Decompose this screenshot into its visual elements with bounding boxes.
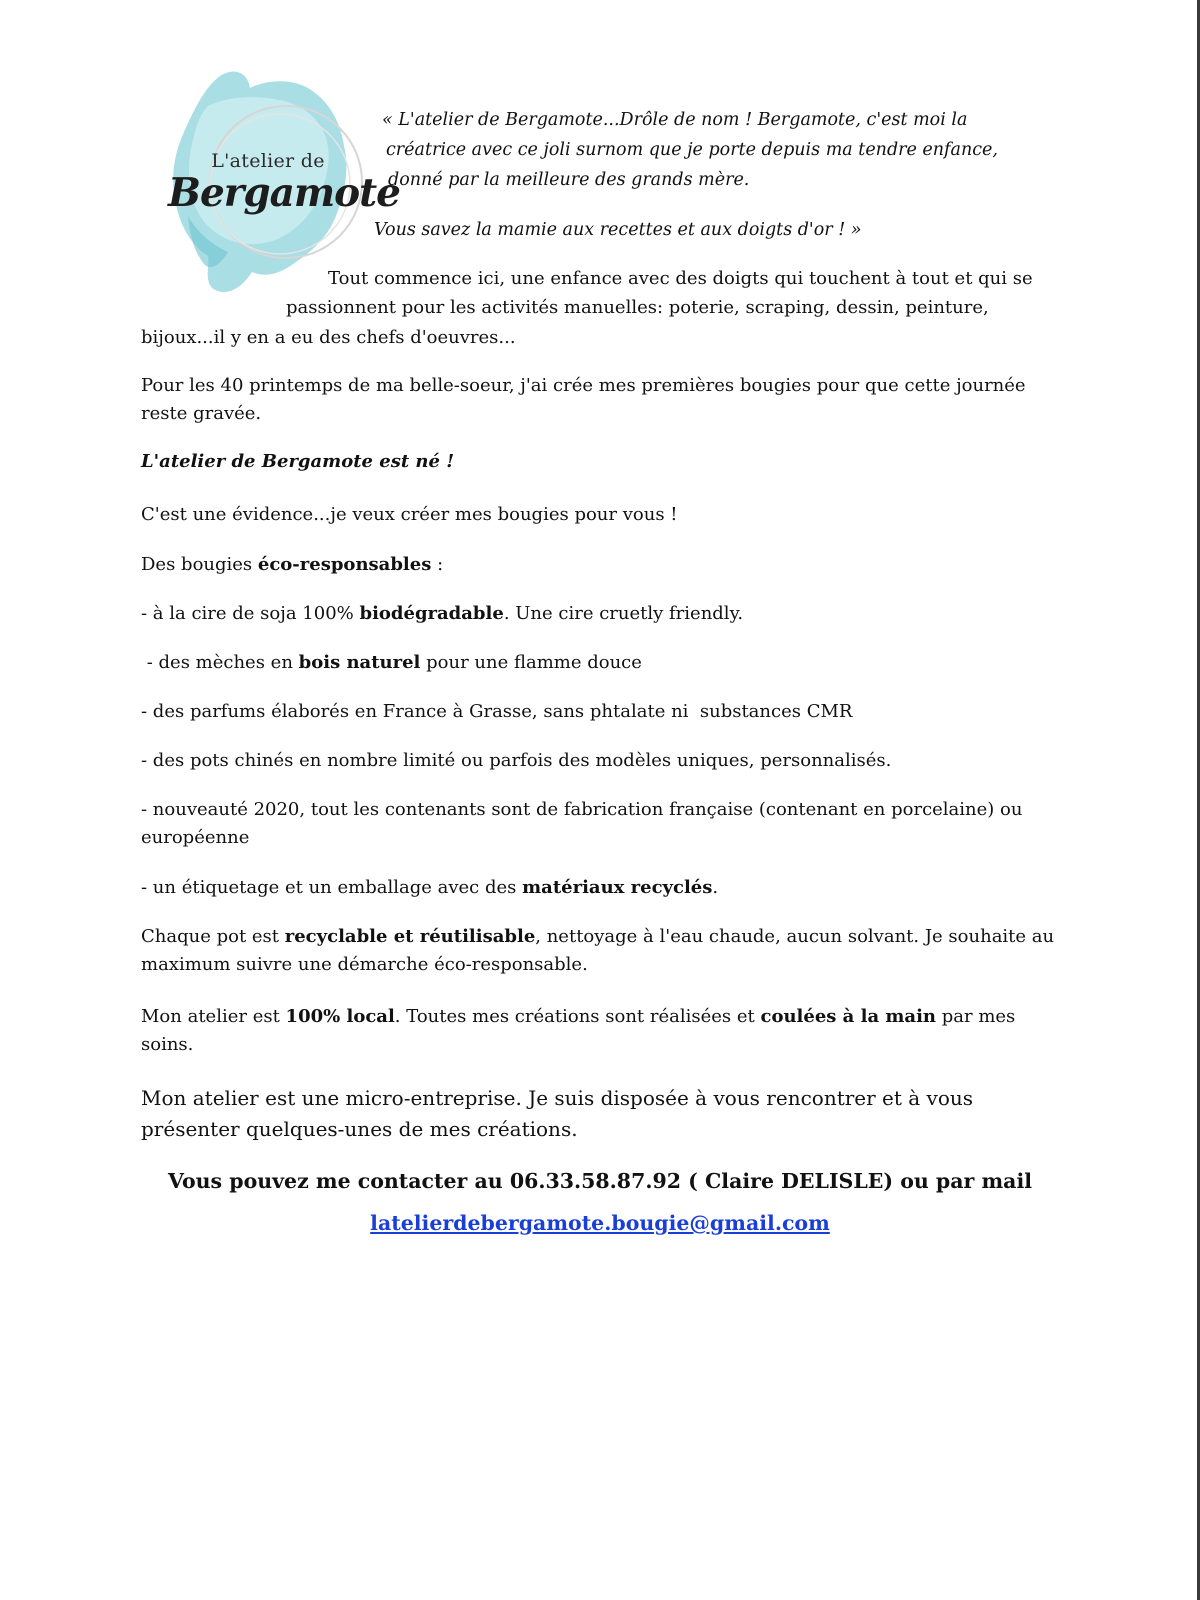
soy-bold: biodégradable bbox=[359, 603, 504, 624]
local-bold-2: coulées à la main bbox=[760, 1006, 937, 1027]
feature-wick bbox=[141, 649, 1061, 677]
paragraph-born: L'atelier de Bergamote est né ! bbox=[141, 451, 455, 472]
feature-soy bbox=[141, 600, 1061, 628]
paragraph-evidence: C'est une évidence...je veux créer mes bougies pour vous ! bbox=[141, 504, 678, 525]
recycle-prefix: Chaque pot est bbox=[141, 926, 285, 947]
quote-line-1: « L'atelier de Bergamote...Drôle de nom ! Bergamote, c'est moi la bbox=[382, 110, 968, 130]
label-bold: matériaux recyclés bbox=[522, 877, 713, 898]
paragraph-recycle bbox=[141, 923, 1061, 979]
feature-pots: - des pots chinés en nombre limité ou parfois des modèles uniques, personnalisés. bbox=[141, 750, 892, 771]
paragraph-micro: Mon atelier est une micro-entreprise. Je suis disposée à vous rencontrer et à vous présenter quelques-unes de mes créations. bbox=[141, 1086, 974, 1141]
logo-text-line1: L'atelier de bbox=[211, 150, 325, 172]
wick-prefix: - des mèches en bbox=[141, 652, 299, 673]
quote-line-2: créatrice avec ce joli surnom que je porte depuis ma tendre enfance, bbox=[386, 140, 998, 160]
intro-line-3: bijoux...il y en a eu des chefs d'oeuvres... bbox=[141, 327, 516, 348]
wick-bold: bois naturel bbox=[298, 652, 421, 673]
feature-perfume: - des parfums élaborés en France à Grasse, sans phtalate ni substances CMR bbox=[141, 701, 853, 722]
eco-suffix: : bbox=[431, 554, 444, 575]
local-bold-1: 100% local bbox=[285, 1006, 395, 1027]
soy-suffix: . Une cire cruetly friendly. bbox=[503, 603, 744, 624]
paragraph-first-candles: Pour les 40 printemps de ma belle-soeur, j'ai crée mes premières bougies pour que cette journée reste gravée. bbox=[141, 375, 1026, 424]
recycle-bold: recyclable et réutilisable bbox=[284, 926, 536, 947]
label-prefix: - un étiquetage et un emballage avec des bbox=[141, 877, 523, 898]
contact-email-row bbox=[0, 1208, 1200, 1238]
recycle-suffix: , nettoyage à l'eau chaude, aucun solvant. Je souhaite au maximum suivre une démarche éco-responsable. bbox=[141, 926, 1055, 975]
contact-line: Vous pouvez me contacter au 06.33.58.87.92 ( Claire DELISLE) ou par mail bbox=[167, 1169, 1033, 1193]
paragraph-eco bbox=[141, 551, 1061, 579]
feature-new-2020: - nouveauté 2020, tout les contenants sont de fabrication française (contenant en porcelaine) ou européenne bbox=[141, 799, 1023, 848]
local-suffix: par mes soins. bbox=[141, 1006, 1016, 1055]
feature-labels bbox=[141, 874, 1061, 902]
logo-text-line2: Bergamote bbox=[168, 170, 400, 216]
wick-suffix: pour une flamme douce bbox=[420, 652, 642, 673]
soy-prefix: - à la cire de soja 100% bbox=[141, 603, 360, 624]
intro-line-1: Tout commence ici, une enfance avec des doigts qui touchent à tout et qui se bbox=[328, 268, 1033, 289]
paragraph-local bbox=[141, 1003, 1061, 1059]
local-prefix: Mon atelier est bbox=[141, 1006, 286, 1027]
quote-line-3: donné par la meilleure des grands mère. bbox=[388, 170, 750, 190]
contact-email-link[interactable]: latelierdebergamote.bougie@gmail.com bbox=[370, 1211, 830, 1235]
eco-prefix: Des bougies bbox=[141, 554, 258, 575]
label-suffix: . bbox=[712, 877, 719, 898]
intro-line-2: passionnent pour les activités manuelles: poterie, scraping, dessin, peinture, bbox=[286, 297, 989, 318]
eco-bold: éco-responsables bbox=[257, 554, 432, 575]
quote-line-4: Vous savez la mamie aux recettes et aux doigts d'or ! » bbox=[374, 220, 862, 240]
local-middle: . Toutes mes créations sont réalisées et bbox=[394, 1006, 761, 1027]
